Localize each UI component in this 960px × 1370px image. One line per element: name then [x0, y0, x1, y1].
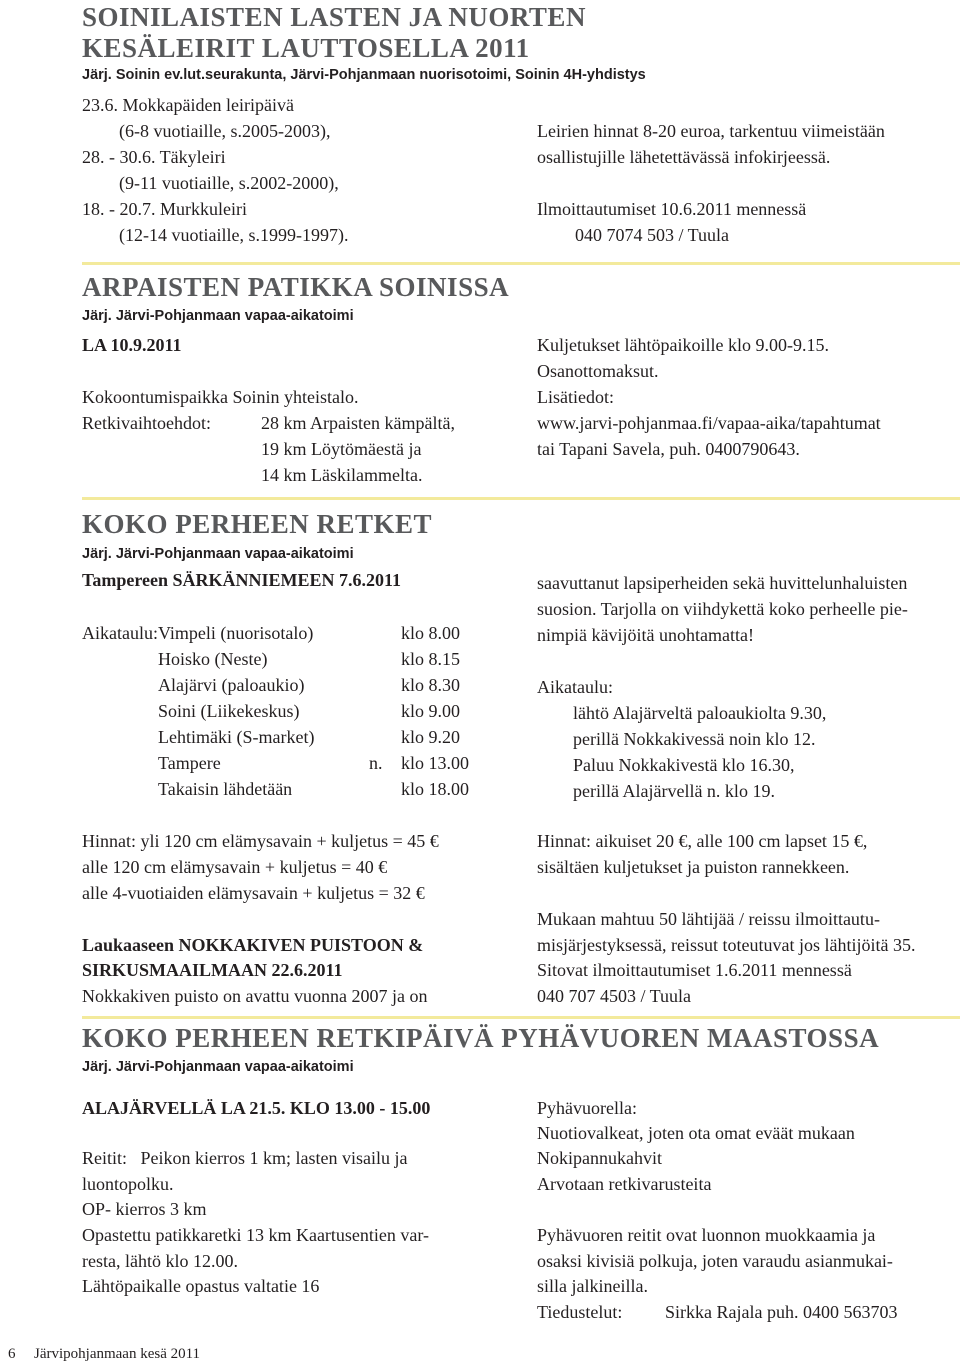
route-option: 28 km Arpaisten kämpältä,: [261, 413, 455, 433]
camp-line: (12-14 vuotiaille, s.1999-1997).: [119, 225, 349, 245]
price-line: alle 120 cm elämysavain + kuljetus = 40 €: [82, 857, 388, 877]
page-number: 6: [8, 1346, 16, 1362]
price-info: osallistujille lähetettävässä infokirjeessä.: [537, 147, 831, 167]
section3-organizer: Järj. Järvi-Pohjanmaan vapaa-aikatoimi: [82, 546, 354, 562]
schedule-time: klo 8.15: [401, 649, 461, 669]
trip2-info: Sitovat ilmoittautumiset 1.6.2011 mennessä: [537, 960, 852, 980]
trip2-price: Hinnat: aikuiset 20 €, alle 100 cm lapset 15 €,: [537, 831, 868, 851]
activity-line: Nuotiovalkeat, joten ota omat eväät mukaan: [537, 1123, 855, 1143]
section4-organizer: Järj. Järvi-Pohjanmaan vapaa-aikatoimi: [82, 1059, 354, 1075]
trip2-schedule-label: Aikataulu:: [537, 677, 613, 697]
trip2-info: misjärjestyksessä, reissut toteutuvat jos lähtijöitä 35.: [537, 935, 916, 955]
section1-title-line1: SOINILAISTEN LASTEN JA NUORTEN: [82, 2, 586, 32]
camp-line: (6-8 vuotiaille, s.2005-2003),: [119, 121, 331, 141]
trip2-title: SIRKUSMAAILMAAN 22.6.2011: [82, 960, 343, 980]
section1-organizer: Järj. Soinin ev.lut.seurakunta, Järvi-Pohjanmaan nuorisotoimi, Soinin 4H-yhdistys: [82, 67, 646, 83]
more-info-url[interactable]: www.jarvi-pohjanmaa.fi/vapaa-aika/tapahtumat: [537, 413, 881, 433]
trip2-info: 040 707 4503 / Tuula: [537, 986, 692, 1006]
section4-title: KOKO PERHEEN RETKIPÄIVÄ PYHÄVUOREN MAASTOSSA: [82, 1023, 880, 1053]
trip2-price: sisältäen kuljetukset ja puiston rannekkeen.: [537, 857, 850, 877]
event-date: ALAJÄRVELLÄ LA 21.5. KLO 13.00 - 15.00: [82, 1098, 431, 1118]
section1-title-line2: KESÄLEIRIT LAUTTOSELLA 2011: [82, 33, 530, 63]
schedule-place: Vimpeli (nuorisotalo): [158, 623, 314, 643]
trail-note: osaksi kivisiä polkuja, joten varaudu asianmukai-: [537, 1251, 893, 1271]
route-line: Reitit: Peikon kierros 1 km; lasten visailu ja: [82, 1148, 408, 1168]
price-line: alle 4-vuotiaiden elämysavain + kuljetus = 32 €: [82, 883, 425, 903]
route-line: OP- kierros 3 km: [82, 1199, 207, 1219]
transport-info: Kuljetukset lähtöpaikoille klo 9.00-9.15.: [537, 335, 829, 355]
contact-label: Tiedustelut:: [537, 1302, 623, 1322]
trip2-schedule-line: perillä Alajärvellä n. klo 19.: [573, 781, 775, 801]
trail-note: silla jalkineilla.: [537, 1276, 648, 1296]
trip2-schedule-line: perillä Nokkakivessä noin klo 12.: [573, 729, 816, 749]
section-divider: [82, 262, 960, 265]
section-divider: [82, 1016, 960, 1019]
meeting-place: Kokoontumispaikka Soinin yhteistalo.: [82, 387, 359, 407]
trip2-title: Laukaaseen NOKKAKIVEN PUISTOON &: [82, 935, 424, 955]
route-option: 14 km Läskilammelta.: [261, 465, 423, 485]
schedule-label: Aikataulu:: [82, 623, 158, 643]
route-line: Opastettu patikkaretki 13 km Kaartusentien var-: [82, 1225, 430, 1245]
section-divider: [82, 497, 960, 500]
camp-line: (9-11 vuotiaille, s.2002-2000),: [119, 173, 339, 193]
trip-description: saavuttanut lapsiperheiden sekä huvittelunhaluisten: [537, 573, 908, 593]
schedule-approx-mark: n.: [369, 753, 383, 773]
more-info-contact: tai Tapani Savela, puh. 0400790643.: [537, 439, 800, 459]
schedule-place: Lehtimäki (S-market): [158, 727, 315, 747]
fee-info: Osanottomaksut.: [537, 361, 659, 381]
price-line: Hinnat: yli 120 cm elämysavain + kuljetus = 45 €: [82, 831, 439, 851]
activity-line: Nokipannukahvit: [537, 1148, 662, 1168]
route-line: luontopolku.: [82, 1174, 174, 1194]
price-info: Leirien hinnat 8-20 euroa, tarkentuu viimeistään: [537, 121, 885, 141]
schedule-time: klo 13.00: [401, 753, 470, 773]
more-info-label: Lisätiedot:: [537, 387, 614, 407]
schedule-time: klo 18.00: [401, 779, 470, 799]
schedule-time: klo 8.00: [401, 623, 461, 643]
schedule-place: Takaisin lähdetään: [158, 779, 293, 799]
trip-description: nimpiä kävijöitä unohtamatta!: [537, 625, 754, 645]
registration-phone: 040 7074 503 / Tuula: [575, 225, 730, 245]
activity-line: Arvotaan retkivarusteita: [537, 1174, 712, 1194]
trail-note: Pyhävuoren reitit ovat luonnon muokkaamia ja: [537, 1225, 876, 1245]
camp-line: 28. - 30.6. Täkyleiri: [82, 147, 226, 167]
routes-label: Retkivaihtoehdot:: [82, 413, 211, 433]
section3-title: KOKO PERHEEN RETKET: [82, 509, 433, 539]
trip2-schedule-line: Paluu Nokkakivestä klo 16.30,: [573, 755, 795, 775]
section2-title: ARPAISTEN PATIKKA SOINISSA: [82, 272, 510, 302]
schedule-time: klo 9.20: [401, 727, 461, 747]
route-line: resta, lähtö klo 12.00.: [82, 1251, 238, 1271]
registration-deadline: Ilmoittautumiset 10.6.2011 mennessä: [537, 199, 807, 219]
camp-line: 23.6. Mokkapäiden leiripäivä: [82, 95, 294, 115]
trip2-text: Nokkakiven puisto on avattu vuonna 2007 ja on: [82, 986, 428, 1006]
schedule-place: Tampere: [158, 753, 221, 773]
route-line: Lähtöpaikalle opastus valtatie 16: [82, 1276, 320, 1296]
event-date: LA 10.9.2011: [82, 335, 182, 355]
trip2-schedule-line: lähtö Alajärveltä paloaukiolta 9.30,: [573, 703, 827, 723]
trip-title: Tampereen SÄRKÄNNIEMEEN 7.6.2011: [82, 570, 402, 590]
schedule-place: Alajärvi (paloaukio): [158, 675, 305, 695]
section2-organizer: Järj. Järvi-Pohjanmaan vapaa-aikatoimi: [82, 308, 354, 324]
contact-value: Sirkka Rajala puh. 0400 563703: [665, 1302, 898, 1322]
trip-description: suosion. Tarjolla on viihdykettä koko perheelle pie-: [537, 599, 908, 619]
trip2-info: Mukaan mahtuu 50 lähtijää / reissu ilmoittautu-: [537, 909, 880, 929]
schedule-place: Soini (Liikekeskus): [158, 701, 300, 721]
footer-publication: Järvipohjanmaan kesä 2011: [34, 1346, 201, 1362]
camp-line: 18. - 20.7. Murkkuleiri: [82, 199, 247, 219]
route-option: 19 km Löytömäestä ja: [261, 439, 422, 459]
schedule-place: Hoisko (Neste): [158, 649, 268, 669]
schedule-time: klo 8.30: [401, 675, 461, 695]
activity-line: Pyhävuorella:: [537, 1098, 637, 1118]
schedule-time: klo 9.00: [401, 701, 461, 721]
